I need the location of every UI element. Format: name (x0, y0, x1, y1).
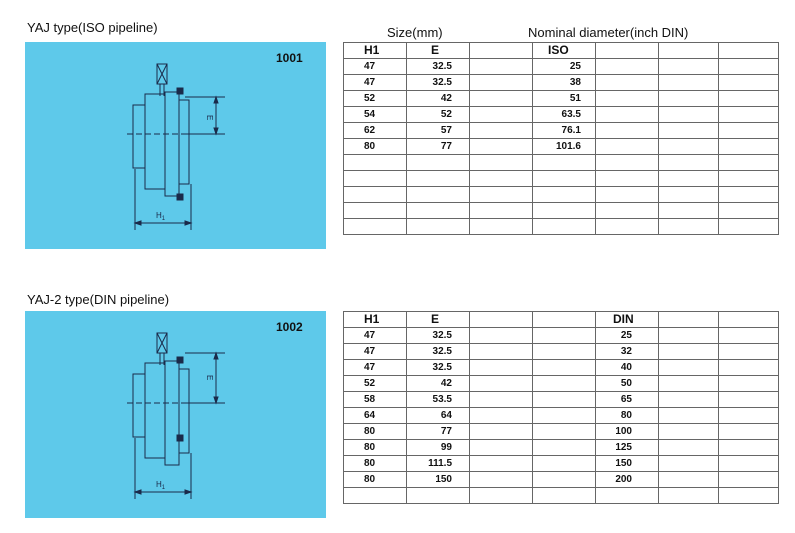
cell-din: 200 (596, 472, 659, 488)
table-row (344, 107, 779, 123)
cell-din: 100 (596, 424, 659, 440)
bottom-valve-drawing (25, 311, 326, 518)
cell-empty (659, 440, 719, 456)
table-row (344, 456, 779, 472)
header-empty (719, 43, 779, 59)
cell-empty (470, 219, 533, 235)
gasket-ring (165, 92, 179, 196)
cell-h1: 80 (344, 440, 407, 456)
cell-empty (659, 139, 719, 155)
table-header-row (344, 43, 779, 59)
cell-h1: 54 (344, 107, 407, 123)
cell-empty (470, 392, 533, 408)
table-row (344, 392, 779, 408)
cell-empty (596, 139, 659, 155)
table-row-empty (344, 171, 779, 187)
cell-empty (533, 155, 596, 171)
cell-iso: 38 (533, 75, 596, 91)
table-row-empty (344, 203, 779, 219)
cell-empty (470, 424, 533, 440)
cell-empty (719, 328, 779, 344)
cell-empty (719, 392, 779, 408)
cell-empty (719, 123, 779, 139)
cell-empty (719, 408, 779, 424)
cell-e: 77 (407, 139, 470, 155)
center-body (145, 363, 165, 458)
cell-empty (719, 424, 779, 440)
cell-empty (719, 219, 779, 235)
cell-e: 111.5 (407, 456, 470, 472)
cell-h1: 80 (344, 456, 407, 472)
cell-empty (344, 187, 407, 203)
header-empty (470, 312, 533, 328)
table-row-empty (344, 155, 779, 171)
cell-empty (344, 203, 407, 219)
cell-empty (596, 59, 659, 75)
cell-empty (470, 344, 533, 360)
cell-empty (719, 203, 779, 219)
cell-e: 53.5 (407, 392, 470, 408)
cell-empty (659, 75, 719, 91)
cell-empty (659, 155, 719, 171)
table-row (344, 328, 779, 344)
cell-empty (470, 171, 533, 187)
header-empty (470, 43, 533, 59)
cell-e: 64 (407, 408, 470, 424)
bolt-top (177, 357, 183, 363)
header-h1: H1 (344, 312, 407, 328)
cell-empty (659, 91, 719, 107)
cell-empty (719, 139, 779, 155)
cell-e: 150 (407, 472, 470, 488)
cell-empty (533, 424, 596, 440)
top-model-code: 1001 (276, 51, 303, 65)
cell-empty (659, 171, 719, 187)
table-row (344, 440, 779, 456)
dim-e-label: E (205, 375, 214, 381)
cell-empty (596, 187, 659, 203)
cell-empty (719, 472, 779, 488)
cell-empty (719, 155, 779, 171)
cell-empty (596, 107, 659, 123)
top-diagram-panel (25, 42, 326, 249)
cell-h1: 52 (344, 376, 407, 392)
cell-iso: 25 (533, 59, 596, 75)
table-row (344, 123, 779, 139)
cell-empty (344, 219, 407, 235)
cell-empty (533, 219, 596, 235)
cell-empty (659, 328, 719, 344)
cell-empty (470, 139, 533, 155)
cell-empty (659, 219, 719, 235)
cell-e: 42 (407, 376, 470, 392)
cell-iso: 51 (533, 91, 596, 107)
cell-din: 80 (596, 408, 659, 424)
top-valve-drawing (25, 42, 326, 249)
cell-empty (470, 328, 533, 344)
table-row (344, 75, 779, 91)
cell-empty (659, 472, 719, 488)
cell-empty (344, 155, 407, 171)
cell-empty (344, 171, 407, 187)
cell-h1: 64 (344, 408, 407, 424)
table-row (344, 139, 779, 155)
cell-empty (596, 123, 659, 139)
cell-h1: 80 (344, 424, 407, 440)
cell-empty (659, 360, 719, 376)
cell-e: 77 (407, 424, 470, 440)
header-empty (659, 312, 719, 328)
cell-empty (659, 408, 719, 424)
cell-h1: 80 (344, 472, 407, 488)
table-row (344, 408, 779, 424)
cell-iso: 76.1 (533, 123, 596, 139)
header-empty (533, 312, 596, 328)
cell-empty (719, 456, 779, 472)
cell-din: 125 (596, 440, 659, 456)
header-std-din: DIN (596, 312, 659, 328)
dim-h1-label: $H_1$ (156, 480, 166, 491)
center-body (145, 94, 165, 189)
cell-empty (407, 187, 470, 203)
cell-empty (719, 91, 779, 107)
cell-empty (407, 155, 470, 171)
cell-empty (719, 59, 779, 75)
cell-empty (596, 219, 659, 235)
table-row-empty (344, 219, 779, 235)
bolt-bottom (177, 194, 183, 200)
cell-empty (596, 75, 659, 91)
cell-din: 65 (596, 392, 659, 408)
cell-h1: 47 (344, 75, 407, 91)
cell-din: 50 (596, 376, 659, 392)
table-row (344, 472, 779, 488)
cell-empty (470, 155, 533, 171)
cell-empty (344, 488, 407, 504)
cell-empty (470, 59, 533, 75)
dim-e-label: E (205, 115, 214, 121)
cell-empty (596, 171, 659, 187)
cell-empty (533, 344, 596, 360)
header-e: E (407, 43, 470, 59)
table-row (344, 344, 779, 360)
cell-empty (533, 171, 596, 187)
cell-empty (659, 424, 719, 440)
table-header-row (344, 312, 779, 328)
table-row (344, 91, 779, 107)
cell-empty (533, 408, 596, 424)
table-row-empty (344, 488, 779, 504)
cell-empty (659, 456, 719, 472)
cell-empty (719, 344, 779, 360)
cell-empty (533, 392, 596, 408)
cell-e: 99 (407, 440, 470, 456)
dim-h1-label: $H_1$ (156, 211, 166, 222)
cell-empty (470, 376, 533, 392)
bottom-model-code: 1002 (276, 320, 303, 334)
cell-empty (596, 155, 659, 171)
cell-iso: 63.5 (533, 107, 596, 123)
cell-empty (533, 488, 596, 504)
cell-din: 32 (596, 344, 659, 360)
size-header: Size(mm) (387, 25, 443, 40)
cell-empty (533, 472, 596, 488)
cell-empty (470, 107, 533, 123)
cell-empty (719, 360, 779, 376)
header-std-iso: ISO (533, 43, 596, 59)
cell-empty (470, 456, 533, 472)
cell-iso: 101.6 (533, 139, 596, 155)
header-empty (719, 312, 779, 328)
cell-h1: 58 (344, 392, 407, 408)
cell-empty (533, 187, 596, 203)
table-row-empty (344, 187, 779, 203)
cell-empty (407, 171, 470, 187)
left-flange (133, 105, 145, 168)
cell-empty (596, 488, 659, 504)
cell-h1: 47 (344, 59, 407, 75)
cell-din: 25 (596, 328, 659, 344)
cell-empty (659, 376, 719, 392)
bolt-top (177, 88, 183, 94)
cell-empty (659, 488, 719, 504)
cell-empty (470, 472, 533, 488)
header-empty (659, 43, 719, 59)
cell-din: 40 (596, 360, 659, 376)
cell-empty (470, 123, 533, 139)
cell-empty (407, 219, 470, 235)
cell-empty (533, 328, 596, 344)
cell-empty (719, 107, 779, 123)
cell-h1: 47 (344, 328, 407, 344)
cell-e: 32.5 (407, 328, 470, 344)
nominal-diameter-header: Nominal diameter(inch DIN) (528, 25, 689, 40)
cell-empty (470, 408, 533, 424)
cell-e: 32.5 (407, 75, 470, 91)
cell-empty (719, 171, 779, 187)
cell-empty (596, 203, 659, 219)
cell-e: 57 (407, 123, 470, 139)
right-flange (179, 100, 189, 184)
cell-e: 32.5 (407, 59, 470, 75)
table-row (344, 360, 779, 376)
cell-empty (470, 488, 533, 504)
header-e: E (407, 312, 470, 328)
left-flange (133, 374, 145, 437)
cell-empty (659, 392, 719, 408)
cell-empty (407, 203, 470, 219)
cell-empty (719, 187, 779, 203)
cell-din: 150 (596, 456, 659, 472)
header-h1: H1 (344, 43, 407, 59)
cell-h1: 62 (344, 123, 407, 139)
cell-empty (659, 107, 719, 123)
cell-empty (470, 75, 533, 91)
cell-empty (719, 376, 779, 392)
cell-e: 52 (407, 107, 470, 123)
cell-empty (470, 203, 533, 219)
cell-empty (719, 75, 779, 91)
bolt-bottom (177, 435, 183, 441)
table-row (344, 59, 779, 75)
cell-empty (533, 360, 596, 376)
cell-h1: 47 (344, 344, 407, 360)
bottom-section-title: YAJ-2 type(DIN pipeline) (27, 292, 170, 307)
header-std-din (596, 43, 659, 59)
cell-empty (533, 440, 596, 456)
cell-empty (470, 440, 533, 456)
cell-empty (533, 203, 596, 219)
cell-empty (470, 360, 533, 376)
cell-empty (659, 59, 719, 75)
bottom-diagram-panel (25, 311, 326, 518)
cell-empty (596, 91, 659, 107)
cell-empty (533, 376, 596, 392)
top-section-title: YAJ type(ISO pipeline) (27, 20, 158, 35)
cell-e: 42 (407, 91, 470, 107)
table-row (344, 424, 779, 440)
cell-e: 32.5 (407, 360, 470, 376)
cell-empty (407, 488, 470, 504)
cell-empty (659, 187, 719, 203)
top-spec-table (343, 42, 779, 235)
cell-h1: 80 (344, 139, 407, 155)
cell-e: 32.5 (407, 344, 470, 360)
bottom-spec-table (343, 311, 779, 504)
gasket-ring (165, 361, 179, 465)
cell-h1: 47 (344, 360, 407, 376)
cell-empty (659, 123, 719, 139)
cell-empty (659, 203, 719, 219)
table-row (344, 376, 779, 392)
cell-empty (533, 456, 596, 472)
cell-empty (470, 91, 533, 107)
cell-empty (719, 488, 779, 504)
cell-h1: 52 (344, 91, 407, 107)
cell-empty (719, 440, 779, 456)
cell-empty (470, 187, 533, 203)
cell-empty (659, 344, 719, 360)
